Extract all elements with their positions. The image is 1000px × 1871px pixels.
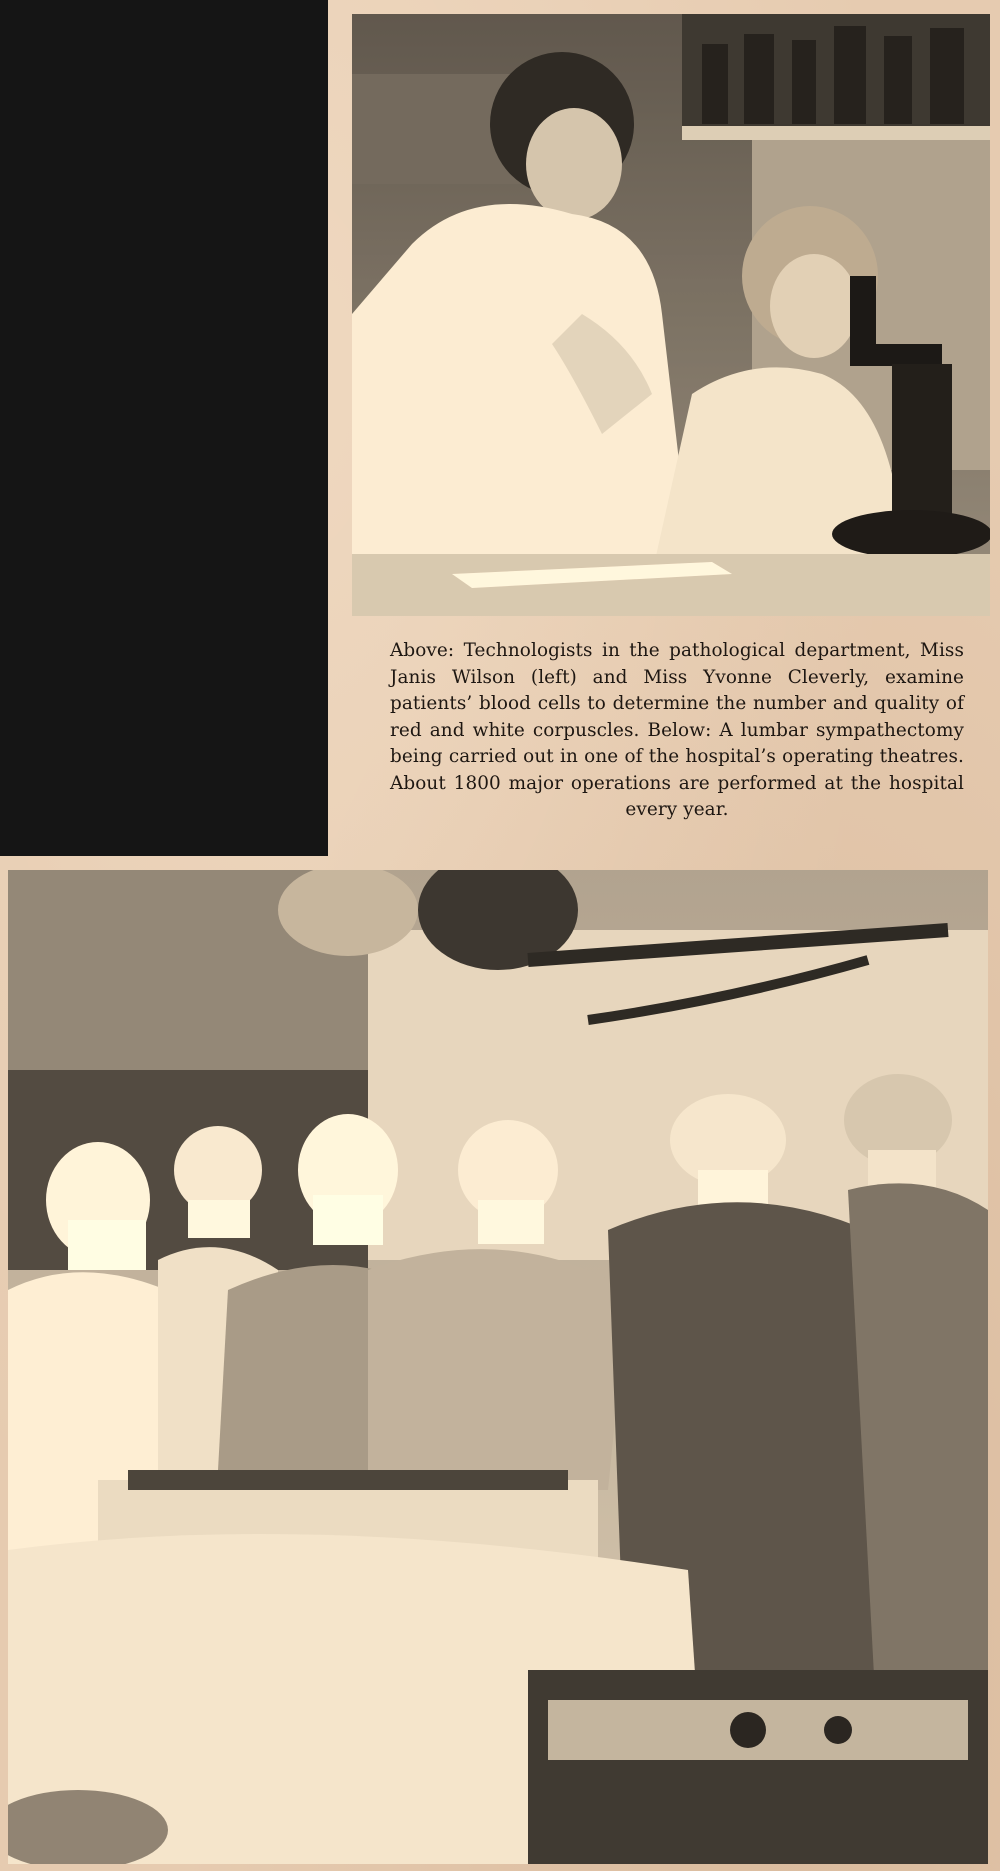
black-mask-block (0, 0, 328, 856)
photo-operating-theatre-illustration (8, 870, 988, 1864)
photo-laboratory-illustration (352, 14, 990, 616)
photo-laboratory-technologists (352, 14, 990, 616)
photo-caption: Above: Technologists in the pathological department, Miss Janis Wilson (left) and Miss Yvonne Cleverly, examine patients’ blood cells to determine the number and quality of red and white corpuscles. Below: A lumbar sympathectomy being carried out in one of the hospital’s operating theatres. About 1800 major operations are performed at the hospital every year. (390, 640, 964, 820)
photo-operating-theatre (8, 870, 988, 1864)
